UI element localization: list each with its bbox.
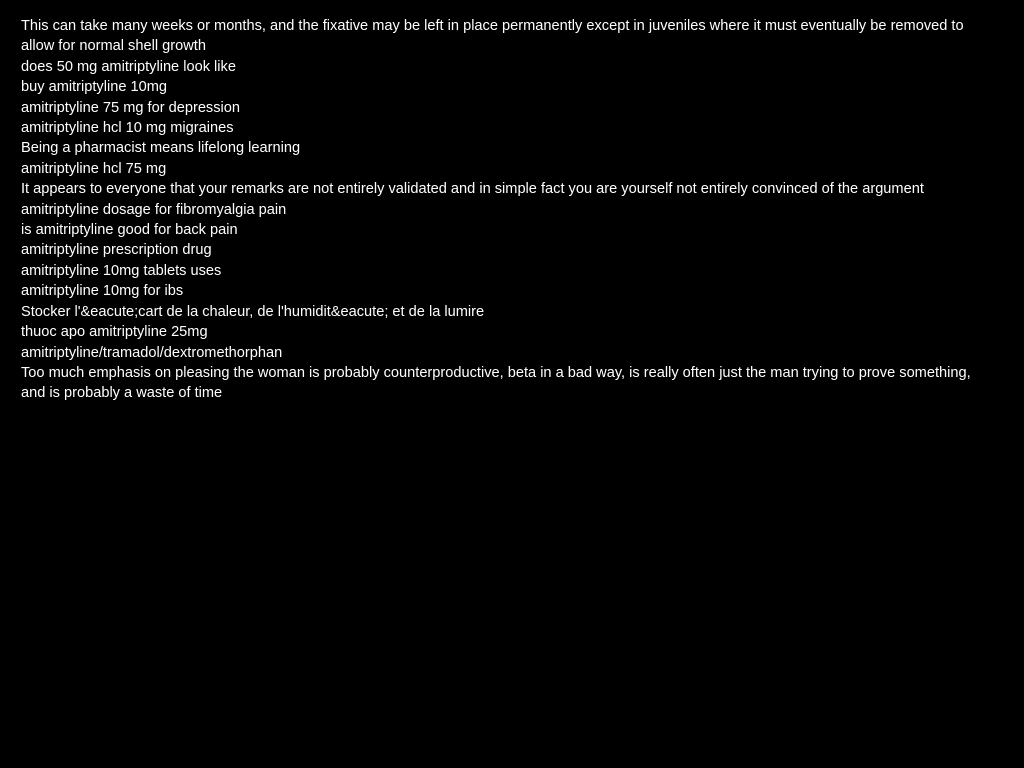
text-line-hcl-10mg-migraines: amitriptyline hcl 10 mg migraines [21, 120, 234, 137]
text-line-75mg-depression: amitriptyline 75 mg for depression [21, 99, 241, 116]
text-line-hcl-75mg: amitriptyline hcl 75 mg [21, 160, 167, 177]
text-line-stocker: Stocker l'&eacute;cart de la chaleur, de l'humidit&eacute; et de la lumire [21, 303, 485, 320]
text-content [21, 16, 991, 404]
text-line-emphasis: Too much emphasis on pleasing the woman is probably counterproductive, beta in a bad way, is really often just the man trying to prove something, and is probably a waste of time [21, 364, 971, 402]
text-line-fixative: This can take many weeks or months, and the fixative may be left in place permanently except in juveniles where it must eventually be removed to allow for normal shell growth [21, 18, 964, 55]
text-line-10mg-uses: amitriptyline 10mg tablets uses [21, 262, 222, 279]
text-line-thuoc-apo: thuoc apo amitriptyline 25mg [21, 324, 208, 341]
text-line-fibromyalgia: amitriptyline dosage for fibromyalgia pain [21, 201, 287, 218]
text-line-50mg-look: does 50 mg amitriptyline look like [21, 58, 236, 75]
text-line-buy-10mg: buy amitriptyline 10mg [21, 79, 168, 96]
text-line-remarks: It appears to everyone that your remarks are not entirely validated and in simple fact you are yourself not entirely convinced of the argument [21, 181, 924, 198]
text-line-tramadol: amitriptyline/tramadol/dextromethorphan [21, 344, 283, 361]
text-line-back-pain: is amitriptyline good for back pain [21, 222, 238, 239]
text-line-pharmacist: Being a pharmacist means lifelong learning [21, 140, 301, 157]
text-line-10mg-ibs: amitriptyline 10mg for ibs [21, 283, 184, 300]
text-line-prescription: amitriptyline prescription drug [21, 242, 212, 259]
